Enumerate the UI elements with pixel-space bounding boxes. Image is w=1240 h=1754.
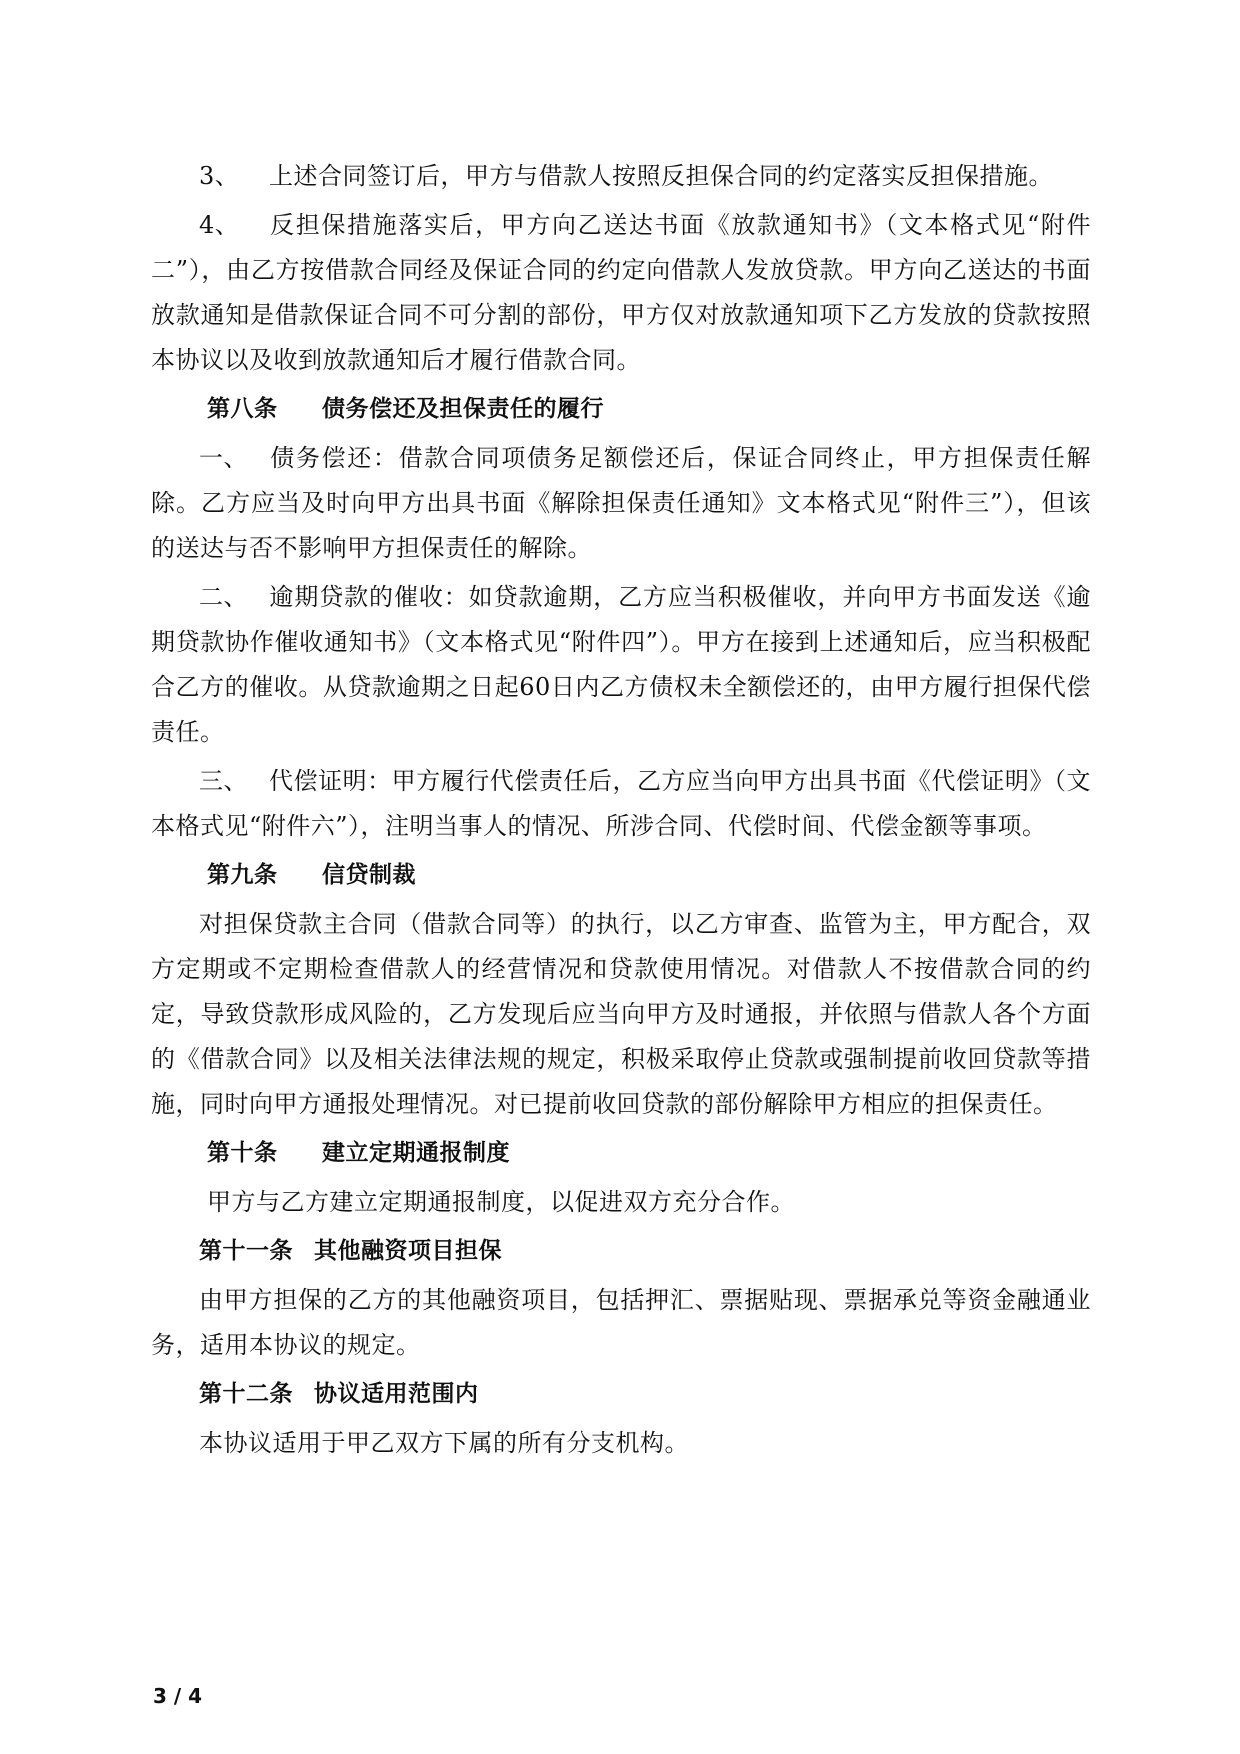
clause-4-number: 4、 — [199, 211, 240, 239]
article-8-item-2-text: 逾期贷款的催收：如贷款逾期，乙方应当积极催收，并向甲方书面发送《逾期贷款协作催收通知书》（文本格式见“附件四”）。甲方在接到上述通知后，应当积极配合乙方的催收。从贷款逾期之日起60日内乙方债权未全额偿还的，由甲方履行担保代偿责任。 — [151, 583, 1091, 746]
article-8-item-3 — [151, 759, 1091, 849]
article-12-heading — [151, 1372, 1091, 1417]
article-8-item-2-number: 二、 — [199, 583, 248, 611]
article-11-number: 第十一条 — [199, 1238, 293, 1264]
article-10-heading — [151, 1131, 1091, 1176]
clause-3 — [151, 154, 1091, 199]
article-8-item-2 — [151, 575, 1091, 755]
article-8-heading — [151, 387, 1091, 432]
clause-3-text: 上述合同签订后，甲方与借款人按照反担保合同的约定落实反担保措施。 — [269, 162, 1053, 190]
article-11-heading — [151, 1229, 1091, 1274]
clause-4-text: 反担保措施落实后，甲方向乙送达书面《放款通知书》（文本格式见“附件二”），由乙方按借款合同经及保证合同的约定向借款人发放贷款。甲方向乙送达的书面放款通知是借款保证合同不可分割的部份，甲方仅对放款通知项下乙方发放的贷款按照本协议以及收到放款通知后才履行借款合同。 — [151, 211, 1091, 374]
article-10-text: 甲方与乙方建立定期通报制度，以促进双方充分合作。 — [207, 1188, 795, 1216]
article-10-title: 建立定期通报制度 — [322, 1140, 510, 1166]
article-9-title: 信贷制裁 — [322, 862, 416, 888]
article-8-item-3-number: 三、 — [199, 767, 248, 795]
article-8-number: 第八条 — [207, 396, 278, 422]
clause-4 — [151, 203, 1091, 383]
clause-3-number: 3、 — [199, 162, 240, 190]
document-body — [151, 154, 1091, 1470]
article-8-item-1-text: 债务偿还：借款合同项债务足额偿还后，保证合同终止，甲方担保责任解除。乙方应当及时向甲方出具书面《解除担保责任通知》文本格式见“附件三”），但该的送达与否不影响甲方担保责任的解除。 — [151, 444, 1091, 562]
article-9-heading — [151, 853, 1091, 898]
article-8-item-1 — [151, 436, 1091, 571]
article-11-text: 由甲方担保的乙方的其他融资项目，包括押汇、票据贴现、票据承兑等资金融通业务，适用本协议的规定。 — [151, 1286, 1091, 1359]
article-12-number: 第十二条 — [199, 1381, 293, 1407]
article-11-title: 其他融资项目担保 — [314, 1238, 502, 1264]
article-10-number: 第十条 — [207, 1140, 278, 1166]
article-12-title: 协议适用范围内 — [314, 1381, 479, 1407]
article-8-item-1-number: 一、 — [199, 444, 248, 472]
article-9-text: 对担保贷款主合同（借款合同等）的执行，以乙方审查、监管为主，甲方配合，双方定期或不定期检查借款人的经营情况和贷款使用情况。对借款人不按借款合同的约定，导致贷款形成风险的，乙方发现后应当向甲方及时通报，并依照与借款人各个方面的《借款合同》以及相关法律法规的规定，积极采取停止贷款或强制提前收回贷款等措施，同时向甲方通报处理情况。对已提前收回贷款的部份解除甲方相应的担保责任。 — [151, 910, 1091, 1118]
article-9-number: 第九条 — [207, 862, 278, 888]
page-number: 3 / 4 — [153, 1684, 203, 1708]
article-12-text: 本协议适用于甲乙双方下属的所有分支机构。 — [199, 1429, 689, 1457]
article-8-item-3-text: 代偿证明：甲方履行代偿责任后，乙方应当向甲方出具书面《代偿证明》（文本格式见“附件六”），注明当事人的情况、所涉合同、代偿时间、代偿金额等事项。 — [151, 767, 1091, 840]
article-8-title: 债务偿还及担保责任的履行 — [322, 396, 604, 422]
